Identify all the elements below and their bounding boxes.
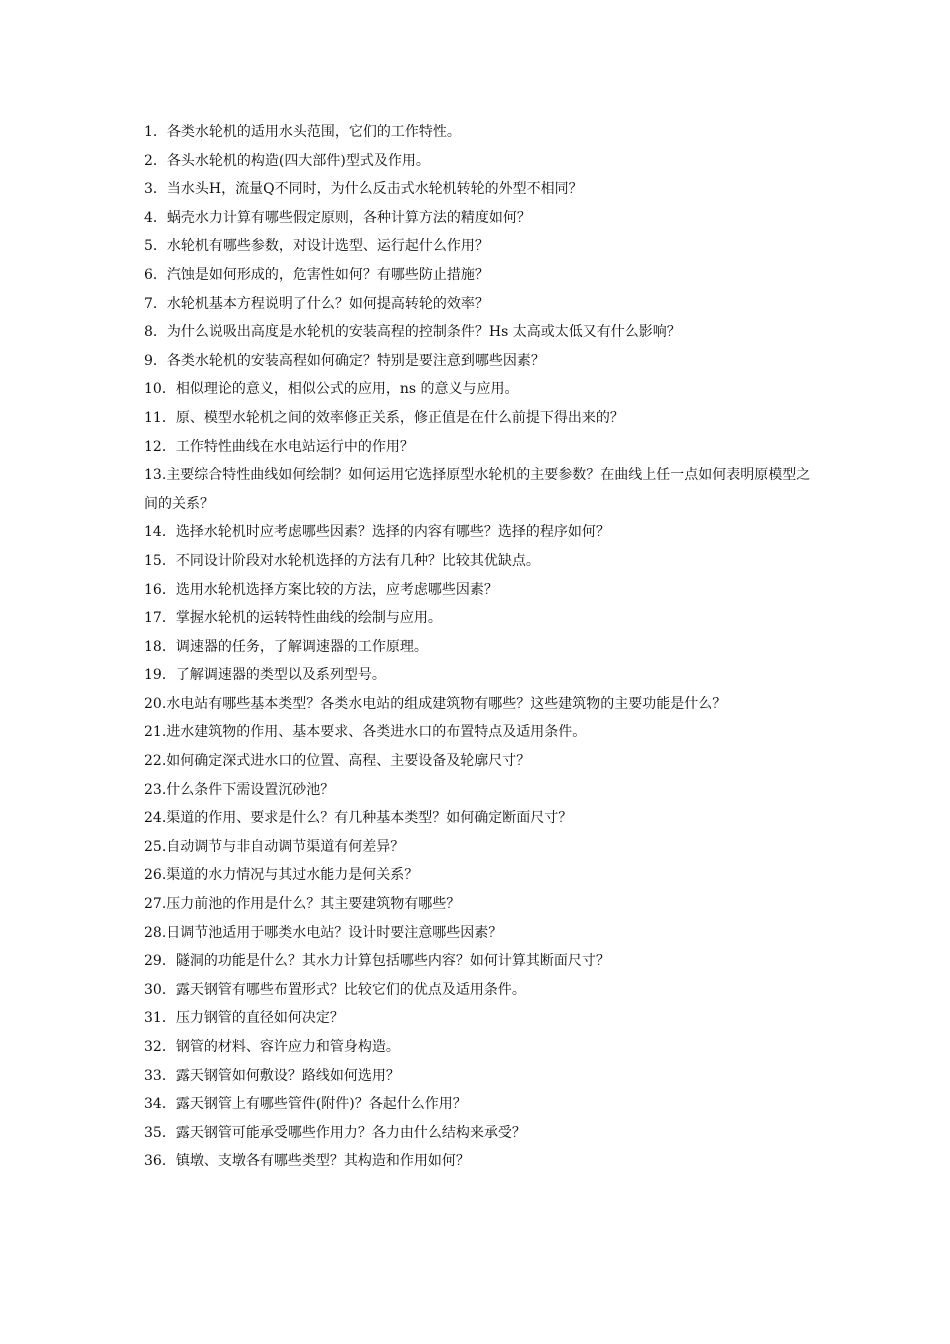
question-6: 6．汽蚀是如何形成的，危害性如何？有哪些防止措施？ xyxy=(144,266,489,283)
question-4: 4．蜗壳水力计算有哪些假定原则，各种计算方法的精度如何？ xyxy=(144,209,531,226)
question-7: 7．水轮机基本方程说明了什么？如何提高转轮的效率？ xyxy=(144,295,489,312)
question-34: 34．露天钢管上有哪些管件(附件)？各起什么作用？ xyxy=(144,1096,467,1113)
question-36: 36．镇墩、支墩各有哪些类型？其构造和作用如何？ xyxy=(144,1153,470,1170)
question-3: 3．当水头H，流量Q不同时，为什么反击式水轮机转轮的外型不相同？ xyxy=(144,181,583,198)
question-33: 33．露天钢管如何敷设？路线如何选用？ xyxy=(144,1067,400,1084)
question-12: 12．工作特性曲线在水电站运行中的作用？ xyxy=(144,438,414,455)
question-14: 14．选择水轮机时应考虑哪些因素？选择的内容有哪些？选择的程序如何？ xyxy=(144,524,610,541)
question-22: 22.如何确定深式进水口的位置、高程、主要设备及轮廓尺寸？ xyxy=(144,753,531,770)
question-25: 25.自动调节与非自动调节渠道有何差异？ xyxy=(144,838,405,855)
question-23: 23.什么条件下需设置沉砂池？ xyxy=(144,781,335,798)
question-13: 13.主要综合特性曲线如何绘制？如何运用它选择原型水轮机的主要参数？在曲线上任一点如何表明原模型之间的关系？ xyxy=(144,467,811,512)
question-27: 27.压力前池的作用是什么？其主要建筑物有哪些？ xyxy=(144,896,461,913)
question-9: 9．各类水轮机的安装高程如何确定？特别是要注意到哪些因素？ xyxy=(144,352,545,369)
question-31: 31．压力钢管的直径如何决定？ xyxy=(144,1010,344,1027)
question-10: 10．相似理论的意义，相似公式的应用，ns 的意义与应用。 xyxy=(144,381,519,398)
question-1: 1．各类水轮机的适用水头范围，它们的工作特性。 xyxy=(144,124,461,140)
question-32: 32．钢管的材料、容许应力和管身构造。 xyxy=(144,1039,400,1055)
question-30: 30．露天钢管有哪些布置形式？比较它们的优点及适用条件。 xyxy=(144,981,526,998)
question-29: 29．隧洞的功能是什么？其水力计算包括哪些内容？如何计算其断面尺寸？ xyxy=(144,953,610,970)
question-19: 19．了解调速器的类型以及系列型号。 xyxy=(144,667,386,684)
question-35: 35．露天钢管可能承受哪些作用力？各力由什么结构来承受？ xyxy=(144,1124,526,1141)
question-28: 28.日调节池适用于哪类水电站？设计时要注意哪些因素？ xyxy=(144,924,503,941)
question-5: 5．水轮机有哪些参数，对设计选型、运行起什么作用？ xyxy=(144,238,489,255)
question-15: 15．不同设计阶段对水轮机选择的方法有几种？比较其优缺点。 xyxy=(144,552,540,569)
question-21: 21.进水建筑物的作用、基本要求、各类进水口的布置特点及适用条件。 xyxy=(144,724,587,741)
question-list xyxy=(144,118,814,1176)
question-16: 16．选用水轮机选择方案比较的方法，应考虑哪些因素？ xyxy=(144,581,498,598)
question-8: 8．为什么说吸出高度是水轮机的安装高程的控制条件？Hs 太高或太低又有什么影响？ xyxy=(144,324,681,341)
question-26: 26.渠道的水力情况与其过水能力是何关系？ xyxy=(144,867,419,884)
question-18: 18．调速器的任务，了解调速器的工作原理。 xyxy=(144,638,428,655)
question-11: 11．原、模型水轮机之间的效率修正关系，修正值是在什么前提下得出来的？ xyxy=(144,409,624,426)
question-20: 20.水电站有哪些基本类型？各类水电站的组成建筑物有哪些？这些建筑物的主要功能是什么？ xyxy=(144,695,727,712)
question-17: 17．掌握水轮机的运转特性曲线的绘制与应用。 xyxy=(144,610,442,627)
question-2: 2．各头水轮机的构造(四大部件)型式及作用。 xyxy=(144,152,430,169)
question-24: 24.渠道的作用、要求是什么？有几种基本类型？如何确定断面尺寸？ xyxy=(144,810,573,827)
